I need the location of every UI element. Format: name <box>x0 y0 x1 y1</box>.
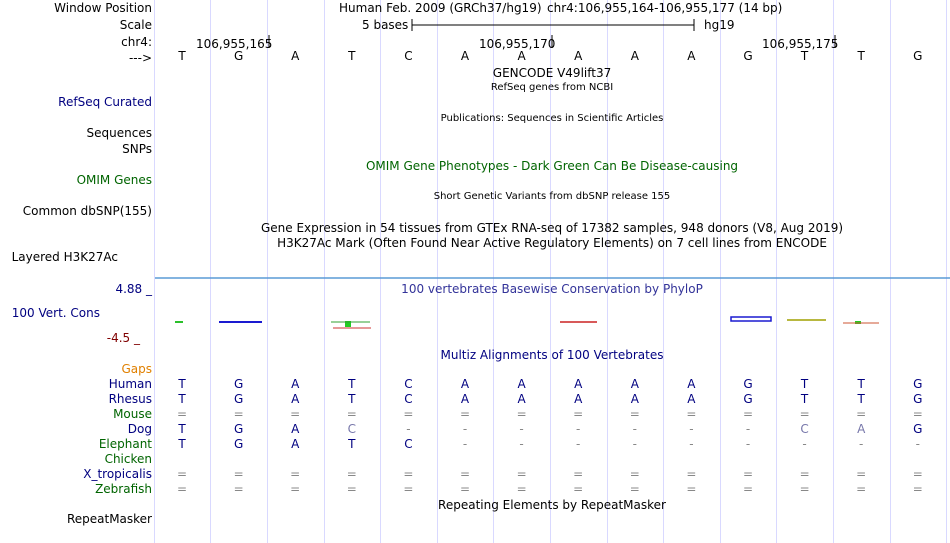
alignment-base: A <box>291 392 300 406</box>
alignment-base: A <box>687 377 696 391</box>
alignment-base: - <box>689 422 694 436</box>
label-chromosome: chr4: <box>121 35 152 49</box>
alignment-base: = <box>346 407 357 421</box>
position-readout: chr4:106,955,164-106,955,177 (14 bp) <box>547 1 783 15</box>
alignment-base: = <box>686 407 697 421</box>
alignment-base: A <box>517 377 526 391</box>
sequence-base: T <box>178 49 186 63</box>
sequence-base: A <box>630 49 639 63</box>
alignment-base: = <box>290 407 301 421</box>
alignment-base: A <box>574 392 583 406</box>
label-refseq-curated[interactable]: RefSeq Curated <box>58 95 152 109</box>
sequence-base: G <box>743 49 753 63</box>
alignment-base: = <box>516 407 527 421</box>
label-omim-genes[interactable]: OMIM Genes <box>76 173 152 187</box>
species-label[interactable]: Elephant <box>98 437 152 451</box>
alignment-base: - <box>406 422 411 436</box>
alignment-base: T <box>800 377 809 391</box>
refseq-track-title: RefSeq genes from NCBI <box>490 82 614 93</box>
alignment-base: = <box>176 407 188 421</box>
alignment-base: T <box>857 377 865 391</box>
alignment-base: - <box>745 437 751 451</box>
species-label[interactable]: Dog <box>127 422 152 436</box>
alignment-base: A <box>574 377 583 391</box>
ruler-tick-label: 106,955,170 <box>479 37 556 51</box>
alignment-base: A <box>460 392 470 406</box>
alignment-base: = <box>742 482 754 496</box>
alignment-base: G <box>233 437 244 451</box>
phylop-track-title: 100 vertebrates Basewise Conservation by PhyloP <box>401 282 703 296</box>
label-repeatmasker[interactable]: RepeatMasker <box>66 512 152 526</box>
gtex-track-title: Gene Expression in 54 tissues from GTEx RNA-seq of 17382 samples, 948 donors (V8, Aug 2019) <box>260 221 844 235</box>
label-common-dbsnp[interactable]: Common dbSNP(155) <box>22 204 152 218</box>
alignment-base: = <box>573 407 584 421</box>
alignment-base: - <box>462 422 468 436</box>
alignment-base: G <box>913 392 923 406</box>
alignment-base: = <box>912 467 923 481</box>
alignment-base: A <box>291 437 300 451</box>
repeatmasker-track-title: Repeating Elements by RepeatMasker <box>438 498 666 512</box>
alignment-base: G <box>233 392 244 406</box>
alignment-base: - <box>915 437 920 451</box>
omim-track-title: OMIM Gene Phenotypes - Dark Green Can Be Disease-causing <box>365 159 739 173</box>
alignment-base: = <box>629 407 640 421</box>
alignment-base: = <box>403 407 414 421</box>
alignment-base: - <box>576 422 581 436</box>
species-label[interactable]: X_tropicalis <box>83 467 152 481</box>
alignment-base: A <box>630 392 639 406</box>
alignment-base: = <box>799 407 810 421</box>
label-100-vert-cons[interactable]: 100 Vert. Cons <box>11 306 100 320</box>
alignment-base: T <box>178 377 186 391</box>
alignment-base: = <box>856 482 867 496</box>
alignment-base: = <box>233 482 244 496</box>
alignment-base: T <box>178 392 186 406</box>
alignment-base: = <box>346 467 357 481</box>
alignment-base: - <box>462 437 468 451</box>
alignment-base: G <box>233 422 244 436</box>
alignment-base: = <box>290 482 301 496</box>
sequence-base: A <box>291 49 300 63</box>
alignment-base: T <box>178 437 186 451</box>
alignment-base: = <box>403 467 414 481</box>
sequence-base: T <box>857 49 865 63</box>
sequence-base: A <box>517 49 526 63</box>
gencode-track-title: GENCODE V49lift37 <box>492 66 612 80</box>
alignment-base: = <box>290 467 301 481</box>
alignment-base: A <box>291 422 300 436</box>
label-cons-max: 4.88 _ <box>115 282 152 296</box>
sequence-base: G <box>913 49 923 63</box>
alignment-base: = <box>573 482 584 496</box>
multiz-track-title: Multiz Alignments of 100 Vertebrates <box>440 348 664 362</box>
dbsnp-track-title: Short Genetic Variants from dbSNP release 155 <box>433 191 671 202</box>
assembly-title: Human Feb. 2009 (GRCh37/hg19) <box>339 1 542 15</box>
alignment-base: C <box>404 377 413 391</box>
alignment-base: T <box>348 392 356 406</box>
alignment-base: = <box>742 467 754 481</box>
alignment-base: - <box>802 437 807 451</box>
ruler-tick-label: 106,955,175 <box>762 37 839 51</box>
sequence-base: G <box>233 49 244 63</box>
label-layered-h3k27ac[interactable]: Layered H3K27Ac <box>11 250 118 264</box>
alignment-base: = <box>799 467 810 481</box>
alignment-base: G <box>913 377 923 391</box>
label-cons-min: -4.5 _ <box>106 331 140 345</box>
alignment-base: A <box>687 392 696 406</box>
alignment-base: T <box>348 377 356 391</box>
alignment-base: - <box>576 437 581 451</box>
alignment-base: = <box>459 407 471 421</box>
sequence-base: A <box>574 49 583 63</box>
alignment-base: T <box>178 422 186 436</box>
alignment-base: = <box>233 407 244 421</box>
alignment-base: T <box>348 437 356 451</box>
alignment-base: = <box>403 482 414 496</box>
alignment-base: = <box>516 467 527 481</box>
alignment-base: - <box>519 437 524 451</box>
alignment-base: T <box>857 392 865 406</box>
alignment-base: - <box>632 422 637 436</box>
label-gaps[interactable]: Gaps <box>121 362 152 376</box>
alignment-base: A <box>291 377 300 391</box>
alignment-base: = <box>346 482 357 496</box>
species-label[interactable]: Zebrafish <box>95 482 152 496</box>
sequence-base: C <box>404 49 413 63</box>
alignment-base: A <box>460 377 470 391</box>
species-label[interactable]: Mouse <box>113 407 152 421</box>
alignment-base: = <box>573 467 584 481</box>
alignment-base: = <box>912 407 923 421</box>
alignment-base: = <box>856 467 867 481</box>
alignment-base: = <box>629 467 640 481</box>
species-label[interactable]: Chicken <box>104 452 152 466</box>
alignment-base: = <box>799 482 810 496</box>
alignment-base: A <box>517 392 526 406</box>
species-label[interactable]: Human <box>108 377 152 391</box>
alignment-base: = <box>459 482 471 496</box>
alignment-base: = <box>629 482 640 496</box>
scale-bar-db: hg19 <box>704 18 735 32</box>
alignment-base: = <box>176 482 188 496</box>
alignment-base: - <box>519 422 524 436</box>
alignment-base: = <box>459 467 471 481</box>
alignment-base: - <box>859 437 864 451</box>
sequence-base: T <box>800 49 809 63</box>
alignment-base: C <box>347 422 356 436</box>
alignment-base: = <box>176 467 188 481</box>
alignment-base: - <box>745 422 751 436</box>
alignment-base: A <box>857 422 866 436</box>
publications-track-title: Publications: Sequences in Scientific Articles <box>440 113 664 124</box>
phylop-bar <box>731 317 771 321</box>
alignment-base: = <box>516 482 527 496</box>
ruler-tick-label: 106,955,165 <box>196 37 273 51</box>
alignment-base: = <box>686 482 697 496</box>
alignment-base: = <box>233 467 244 481</box>
alignment-base: - <box>689 437 694 451</box>
alignment-base: C <box>404 392 413 406</box>
sequence-base: A <box>460 49 470 63</box>
label-window-position: Window Position <box>54 1 152 15</box>
alignment-base: G <box>743 392 753 406</box>
alignment-base: T <box>800 392 809 406</box>
label-scale: Scale <box>119 18 152 32</box>
sequence-base: A <box>687 49 696 63</box>
alignment-base: C <box>800 422 809 436</box>
alignment-base: C <box>404 437 413 451</box>
alignment-base: A <box>630 377 639 391</box>
label-sequences[interactable]: Sequences <box>86 126 152 140</box>
alignment-base: G <box>233 377 244 391</box>
scale-bar-label: 5 bases <box>362 18 409 32</box>
label-strand-arrow: ---> <box>128 51 152 65</box>
alignment-base: = <box>912 482 923 496</box>
alignment-base: = <box>742 407 754 421</box>
label-snps[interactable]: SNPs <box>122 142 152 156</box>
h3k27ac-track-title: H3K27Ac Mark (Often Found Near Active Regulatory Elements) on 7 cell lines from ENCODE <box>277 236 827 250</box>
alignment-base: G <box>913 422 923 436</box>
sequence-base: T <box>348 49 356 63</box>
alignment-base: - <box>632 437 637 451</box>
alignment-base: = <box>856 407 867 421</box>
species-label[interactable]: Rhesus <box>108 392 152 406</box>
alignment-base: G <box>743 377 753 391</box>
alignment-base: = <box>686 467 697 481</box>
